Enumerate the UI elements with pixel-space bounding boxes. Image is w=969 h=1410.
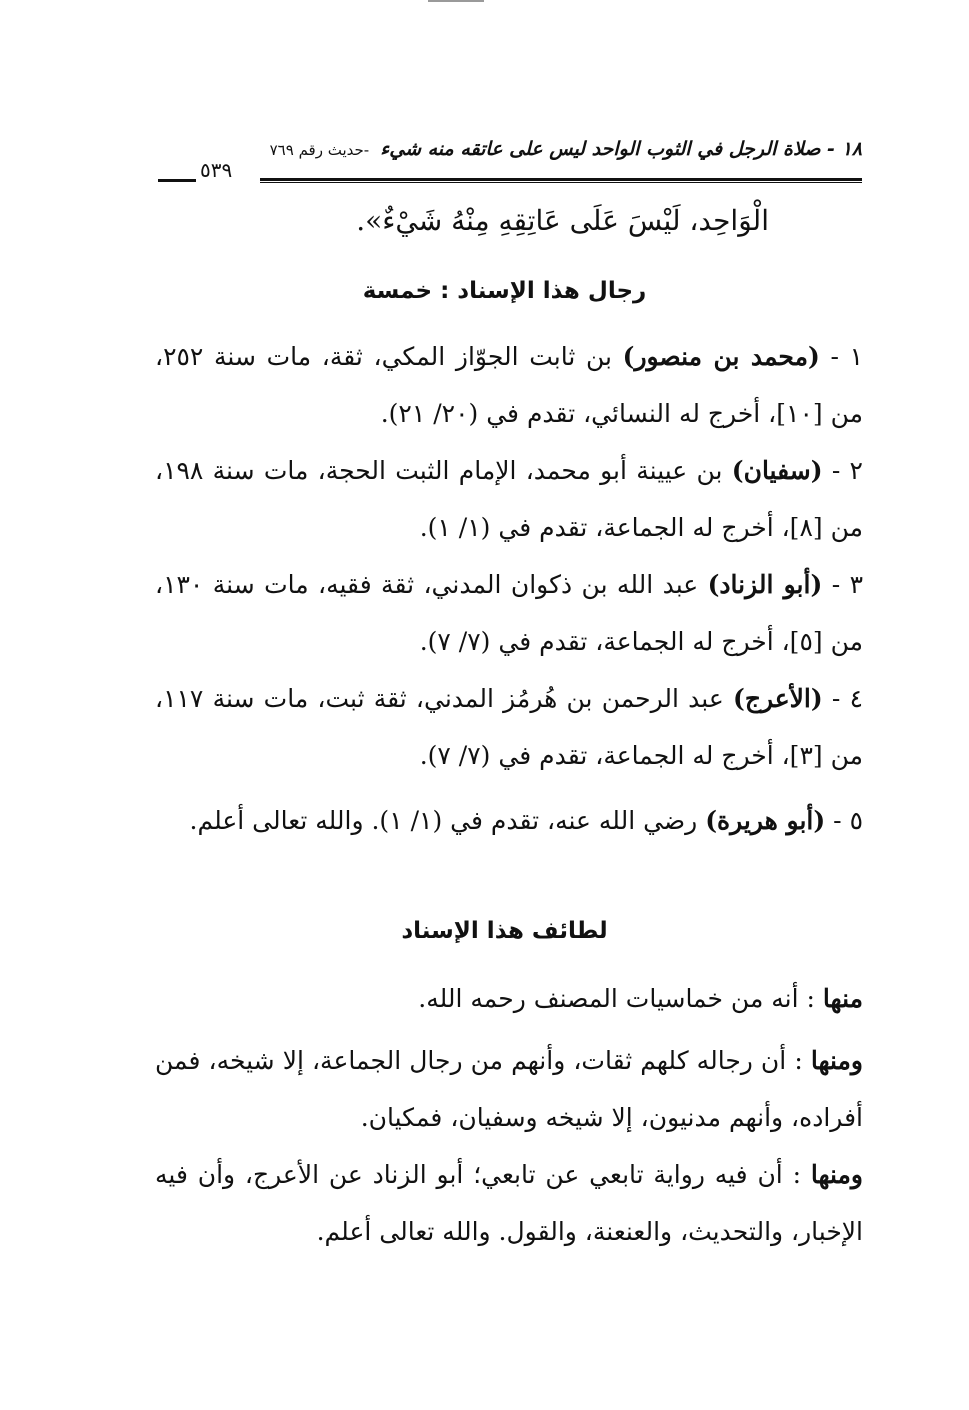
narrator-entry — [155, 670, 863, 784]
subtlety-item — [155, 1146, 863, 1260]
subtlety-text: : أن رجاله كلهم ثقات، وأنهم من رجال الجماعة، إلا شيخه، فمن أفراده، وأنهم مدنيون، إلا شيخه وسفيان، فمكيان. — [155, 1046, 863, 1132]
narrator-details: بن عيينة أبو محمد، الإمام الثبت الحجة، مات سنة ١٩٨، من [٨]، أخرج له الجماعة، تقدم في (١/ ١). — [155, 456, 863, 542]
subtlety-item — [155, 1032, 863, 1146]
entry-number: ٢ - — [831, 456, 863, 485]
entry-number: ٤ - — [831, 684, 863, 713]
narrators-heading: رجال هذا الإسناد : خمسة — [362, 278, 647, 304]
narrator-entry — [155, 792, 863, 849]
header-rule-thin — [260, 182, 862, 183]
entry-number: ١ - — [830, 342, 864, 371]
hadith-text-continuation: الْوَاحِد، لَيْسَ عَلَى عَاتِقِهِ مِنْهُ شَيْءٌ». — [356, 204, 769, 237]
narrator-name: (أبو الزناد) — [707, 570, 823, 599]
subtlety-lead: ومنها — [810, 1046, 863, 1075]
narrator-name: (سفيان) — [731, 456, 823, 485]
subtlety-lead: منها — [822, 984, 863, 1013]
entry-number: ٥ - — [833, 806, 863, 835]
page-header — [150, 138, 862, 194]
narrator-details: عبد الرحمن بن هُرمُز المدني، ثقة ثبت، مات سنة ١١٧، من [٣]، أخرج له الجماعة، تقدم في (٧/ ٧). — [155, 684, 863, 770]
page-number: ٥٣٩ — [200, 158, 233, 182]
isnad-subtleties-heading: لطائف هذا الإسناد — [401, 918, 608, 944]
running-title — [270, 138, 862, 160]
narrator-details: عبد الله بن ذكوان المدني، ثقة فقيه، مات سنة ١٣٠، من [٥]، أخرج له الجماعة، تقدم في (٧/ ٧). — [155, 570, 863, 656]
narrator-name: (أبو هريرة) — [705, 806, 826, 835]
narrator-name: (محمد بن منصور) — [622, 342, 820, 371]
subtlety-lead: ومنها — [810, 1160, 863, 1189]
narrator-details: بن ثابت الجوّاز المكي، ثقة، مات سنة ٢٥٢، من [١٠]، أخرج له النسائي، تقدم في (٢٠/ ٢١). — [155, 342, 863, 428]
top-scan-mark — [428, 0, 484, 2]
entry-number: ٣ - — [831, 570, 863, 599]
narrator-entry — [155, 442, 863, 556]
narrator-entry — [155, 328, 863, 442]
hadith-reference: -حديث رقم ٧٦٩ — [269, 141, 370, 159]
narrator-name: (الأعرج) — [732, 684, 823, 713]
page-number-rule — [158, 179, 196, 182]
subtlety-text: : أن فيه رواية تابعي عن تابعي؛ أبو الزناد عن الأعرج، وأن فيه الإخبار، والتحديث، والعنعنة، والقول. والله تعالى أعلم. — [155, 1160, 863, 1246]
subtlety-item — [155, 970, 863, 1027]
running-title-text: ١٨ - صلاة الرجل في الثوب الواحد ليس على عاتقه منه شيء — [380, 138, 862, 160]
narrator-entry — [155, 556, 863, 670]
header-rule — [260, 178, 862, 181]
narrator-details: رضي الله عنه، تقدم في (١/ ١). والله تعالى أعلم. — [189, 806, 698, 835]
subtlety-text: : أنه من خماسيات المصنف رحمه الله. — [418, 984, 815, 1013]
